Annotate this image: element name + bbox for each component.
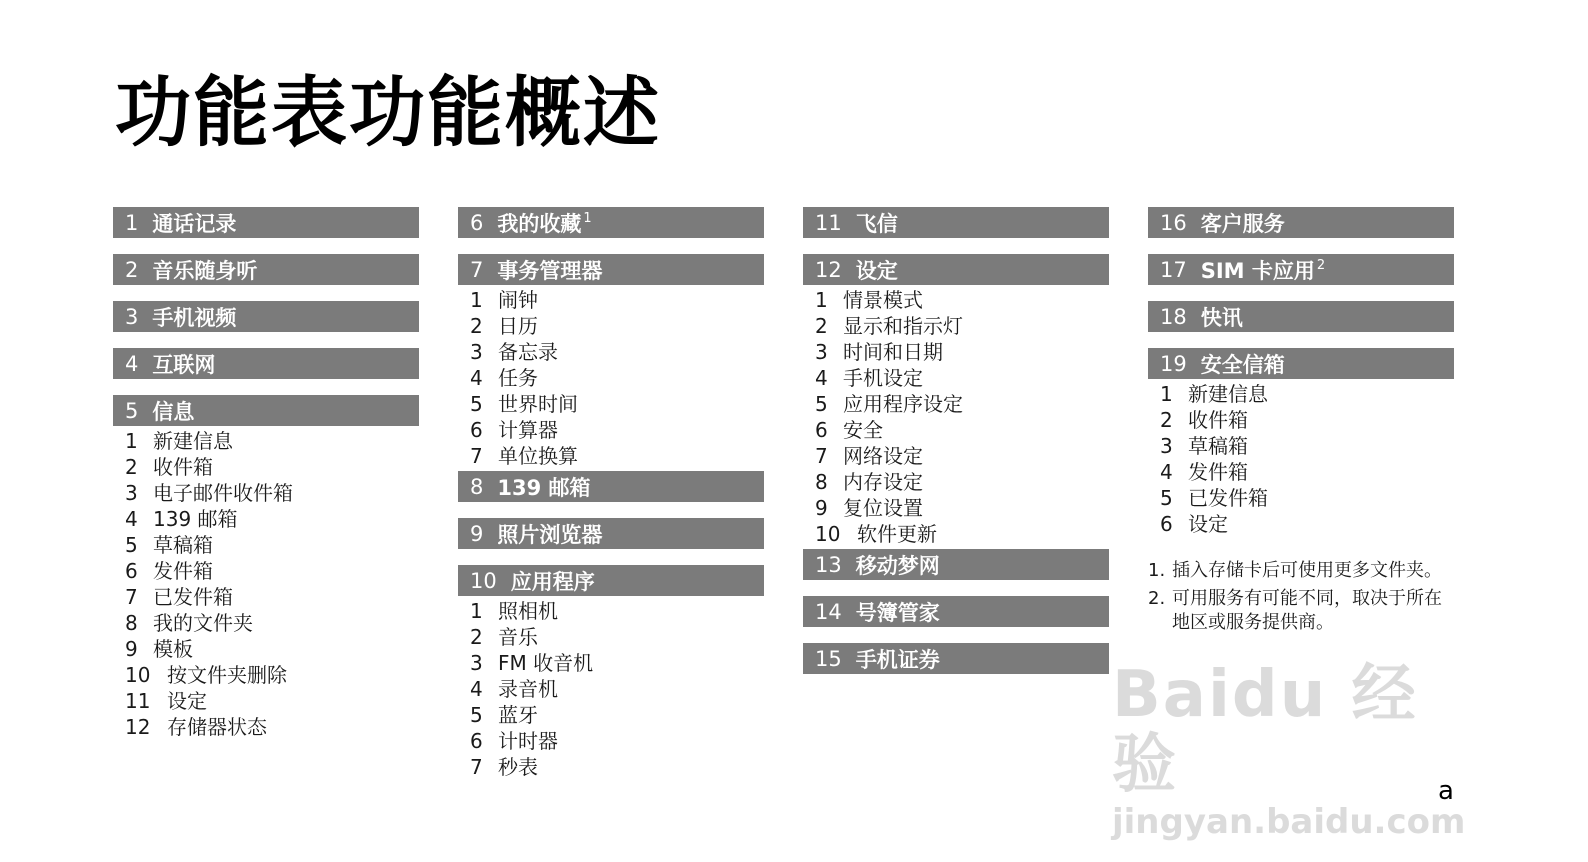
submenu-item [125,584,419,610]
menu-section [113,254,419,285]
submenu-item-label: 应用程序设定 [843,392,963,416]
submenu-item [1160,407,1454,433]
menu-section-label: 139 邮箱 [497,475,591,500]
menu-section-number: 1 [125,210,139,235]
menu-section [458,565,764,782]
footnote [1148,587,1454,635]
menu-section-number: 19 [1160,351,1187,376]
menu-section-label: 照片浏览器 [497,522,603,547]
submenu-item-number: 7 [815,444,828,468]
menu-section-label: 互联网 [152,352,216,377]
menu-section-header [458,518,764,549]
watermark-url: jingyan.baidu.com [1112,802,1466,842]
submenu-item [125,636,419,662]
submenu-item-number: 4 [815,366,828,390]
submenu-item-label: 蓝牙 [498,703,538,727]
menu-section-number: 13 [815,552,842,577]
menu-section [113,395,419,742]
submenu-item-number: 5 [1160,486,1173,510]
menu-section [113,301,419,332]
menu-section-label: 音乐随身听 [152,258,258,283]
footnote-text: 插入存储卡后可使用更多文件夹。 [1172,560,1442,581]
menu-section-header [458,565,764,596]
menu-section [803,643,1109,674]
submenu-item-label: 电子邮件收件箱 [153,481,293,505]
submenu-item-number: 9 [125,637,138,661]
menu-section-number: 6 [470,210,484,235]
footnote-number: 1. [1148,560,1166,581]
menu-section-label: SIM 卡应用 [1200,258,1315,283]
submenu-item [125,558,419,584]
menu-section [803,596,1109,627]
submenu-item-number: 1 [125,429,138,453]
submenu-item-number: 5 [815,392,828,416]
menu-column-2 [458,207,764,798]
watermark-logo: Baidu 经验 [1112,658,1418,802]
submenu-item [470,443,764,469]
submenu-item [815,365,1109,391]
menu-column-3 [803,207,1109,690]
menu-section-number: 5 [125,398,139,423]
submenu-item [1160,485,1454,511]
submenu-item-label: 软件更新 [857,522,937,546]
menu-section [1148,254,1454,285]
submenu-item-label: 计时器 [498,729,558,753]
submenu-item [815,313,1109,339]
menu-section-header [1148,301,1454,332]
submenu-item-number: 7 [470,755,483,779]
menu-section [1148,348,1454,539]
submenu-item-label: 按文件夹删除 [167,663,287,687]
submenu-item-number: 2 [125,455,138,479]
menu-section [1148,207,1454,238]
submenu-item-number: 1 [470,288,483,312]
menu-section-label: 信息 [152,399,195,424]
menu-section-label: 事务管理器 [497,258,603,283]
submenu-item-number: 3 [1160,434,1173,458]
submenu-item-label: 内存设定 [843,470,923,494]
menu-section-number: 16 [1160,210,1187,235]
menu-section-label: 我的收藏 [497,211,582,236]
page-mark: a [1438,776,1454,806]
submenu-item-label: 音乐 [498,625,538,649]
submenu-item [470,598,764,624]
submenu-item [125,610,419,636]
submenu-item-number: 2 [1160,408,1173,432]
submenu-item-number: 6 [470,729,483,753]
menu-section [458,518,764,549]
submenu-item-label: 我的文件夹 [153,611,253,635]
menu-section-header [803,549,1109,580]
menu-section-label: 移动梦网 [855,553,940,578]
submenu-item [815,287,1109,313]
submenu-item-number: 11 [125,689,151,713]
menu-section-header [1148,254,1454,285]
menu-section-label: 客户服务 [1200,211,1285,236]
submenu-item-number: 10 [125,663,151,687]
submenu-item-number: 8 [125,611,138,635]
submenu-item [470,676,764,702]
submenu-item-label: 世界时间 [498,392,578,416]
submenu-item-number: 5 [470,392,483,416]
submenu-item [815,417,1109,443]
submenu-item-number: 4 [125,507,138,531]
submenu-item-label: 已发件箱 [1188,486,1268,510]
menu-section-label: 快讯 [1200,305,1243,330]
submenu-item [470,417,764,443]
submenu-item [125,428,419,454]
menu-section-label: 手机视频 [152,305,237,330]
submenu-item [470,287,764,313]
submenu-list [113,426,419,742]
submenu-item-label: 网络设定 [843,444,923,468]
submenu-item [815,469,1109,495]
submenu-item-label: 139 邮箱 [153,507,238,531]
submenu-item [1160,433,1454,459]
submenu-item [470,702,764,728]
submenu-item-number: 2 [815,314,828,338]
menu-section-number: 11 [815,210,842,235]
submenu-item [815,495,1109,521]
submenu-item-number: 4 [470,366,483,390]
submenu-item-label: 任务 [498,366,538,390]
menu-section [113,207,419,238]
submenu-item [1160,511,1454,537]
submenu-item-number: 3 [470,651,483,675]
submenu-item-label: 草稿箱 [1188,434,1248,458]
submenu-item [470,624,764,650]
footnotes [1148,559,1454,635]
submenu-item-number: 3 [125,481,138,505]
menu-section-header [803,596,1109,627]
footnote-marker: 2 [1316,258,1326,273]
menu-section [803,254,1109,549]
menu-section-number: 18 [1160,304,1187,329]
menu-section-number: 12 [815,257,842,282]
menu-section-number: 14 [815,599,842,624]
submenu-item-number: 4 [1160,460,1173,484]
baidu-jingyan-watermark [1112,658,1472,842]
menu-section-header [1148,207,1454,238]
submenu-item-label: 草稿箱 [153,533,213,557]
submenu-item-label: 存储器状态 [167,715,267,739]
menu-column-4 [1148,207,1454,639]
submenu-item [470,391,764,417]
submenu-item-label: 设定 [167,689,207,713]
submenu-item [125,480,419,506]
menu-section [458,471,764,502]
submenu-item-number: 3 [470,340,483,364]
submenu-list [803,285,1109,549]
submenu-item-number: 6 [125,559,138,583]
menu-section-number: 3 [125,304,139,329]
footnote [1148,559,1454,583]
submenu-item-label: 单位换算 [498,444,578,468]
menu-section-header [803,643,1109,674]
submenu-item-label: 模板 [153,637,193,661]
submenu-item [470,313,764,339]
submenu-item-label: 录音机 [498,677,558,701]
submenu-item [470,728,764,754]
submenu-item-number: 1 [815,288,828,312]
submenu-item [470,754,764,780]
menu-section-header [113,348,419,379]
menu-section-header [113,254,419,285]
menu-section-header [803,207,1109,238]
menu-section-number: 9 [470,521,484,546]
submenu-item-number: 1 [470,599,483,623]
menu-section-number: 17 [1160,257,1187,282]
submenu-item-number: 6 [470,418,483,442]
submenu-item [815,339,1109,365]
submenu-item [470,365,764,391]
footnote-number: 2. [1148,588,1166,609]
submenu-item [125,688,419,714]
submenu-item-label: 收件箱 [1188,408,1248,432]
submenu-item-label: 安全 [843,418,883,442]
submenu-item [470,650,764,676]
menu-section-number: 8 [470,474,484,499]
submenu-item-label: 闹钟 [498,288,538,312]
submenu-item-label: 照相机 [498,599,558,623]
submenu-list [458,596,764,782]
menu-section-header [458,471,764,502]
menu-section-label: 安全信箱 [1200,352,1285,377]
submenu-item-label: 情景模式 [843,288,923,312]
menu-section [803,549,1109,580]
submenu-item [125,454,419,480]
submenu-item [125,714,419,740]
submenu-item [815,521,1109,547]
submenu-item-number: 2 [470,625,483,649]
submenu-item-label: 复位设置 [843,496,923,520]
submenu-item-label: 已发件箱 [153,585,233,609]
submenu-item-number: 7 [125,585,138,609]
submenu-item-number: 2 [470,314,483,338]
submenu-item-number: 5 [470,703,483,727]
submenu-item-number: 12 [125,715,151,739]
submenu-item [470,339,764,365]
submenu-item-number: 6 [815,418,828,442]
submenu-item-label: 手机设定 [843,366,923,390]
submenu-item [1160,381,1454,407]
menu-section-number: 2 [125,257,139,282]
menu-section-header [1148,348,1454,379]
submenu-item-label: 日历 [498,314,538,338]
menu-section-label: 号簿管家 [855,600,940,625]
submenu-item-number: 1 [1160,382,1173,406]
menu-section-label: 通话记录 [152,211,237,236]
submenu-item-number: 4 [470,677,483,701]
submenu-item-number: 3 [815,340,828,364]
submenu-item [815,391,1109,417]
menu-section [1148,301,1454,332]
submenu-item-number: 7 [470,444,483,468]
submenu-item [1160,459,1454,485]
submenu-item-number: 5 [125,533,138,557]
submenu-item-label: 计算器 [498,418,558,442]
submenu-item-label: 新建信息 [1188,382,1268,406]
submenu-item-label: 收件箱 [153,455,213,479]
menu-section-number: 10 [470,568,497,593]
menu-section-header [113,301,419,332]
submenu-item-label: FM 收音机 [498,651,594,675]
submenu-item-label: 设定 [1188,512,1228,536]
menu-section-number: 4 [125,351,139,376]
submenu-list [458,285,764,471]
menu-section-number: 7 [470,257,484,282]
menu-section-header [113,207,419,238]
submenu-list [1148,379,1454,539]
menu-section-label: 手机证券 [855,647,940,672]
submenu-item-label: 发件箱 [1188,460,1248,484]
submenu-item [125,506,419,532]
menu-section [803,207,1109,238]
footnote-marker: 1 [583,211,592,226]
menu-section-label: 飞信 [855,211,898,236]
submenu-item-number: 8 [815,470,828,494]
menu-section [458,254,764,471]
submenu-item-number: 6 [1160,512,1173,536]
submenu-item-label: 发件箱 [153,559,213,583]
submenu-item [125,662,419,688]
menu-column-1 [113,207,419,758]
menu-section-label: 应用程序 [510,569,595,594]
submenu-item-label: 秒表 [498,755,538,779]
menu-section [113,348,419,379]
submenu-item-label: 时间和日期 [843,340,943,364]
menu-section-header [113,395,419,426]
menu-section-header [458,254,764,285]
menu-section [458,207,764,238]
submenu-item [125,532,419,558]
menu-section-number: 15 [815,646,842,671]
page-title: 功能表功能概述 [115,68,661,157]
submenu-item-label: 备忘录 [498,340,558,364]
submenu-item-number: 9 [815,496,828,520]
submenu-item [815,443,1109,469]
submenu-item-label: 显示和指示灯 [843,314,963,338]
menu-section-label: 设定 [855,258,898,283]
menu-section-header [803,254,1109,285]
menu-section-header [458,207,764,238]
submenu-item-number: 10 [815,522,841,546]
submenu-item-label: 新建信息 [153,429,233,453]
footnote-text: 可用服务有可能不同，取决于所在地区或服务提供商。 [1172,588,1442,633]
